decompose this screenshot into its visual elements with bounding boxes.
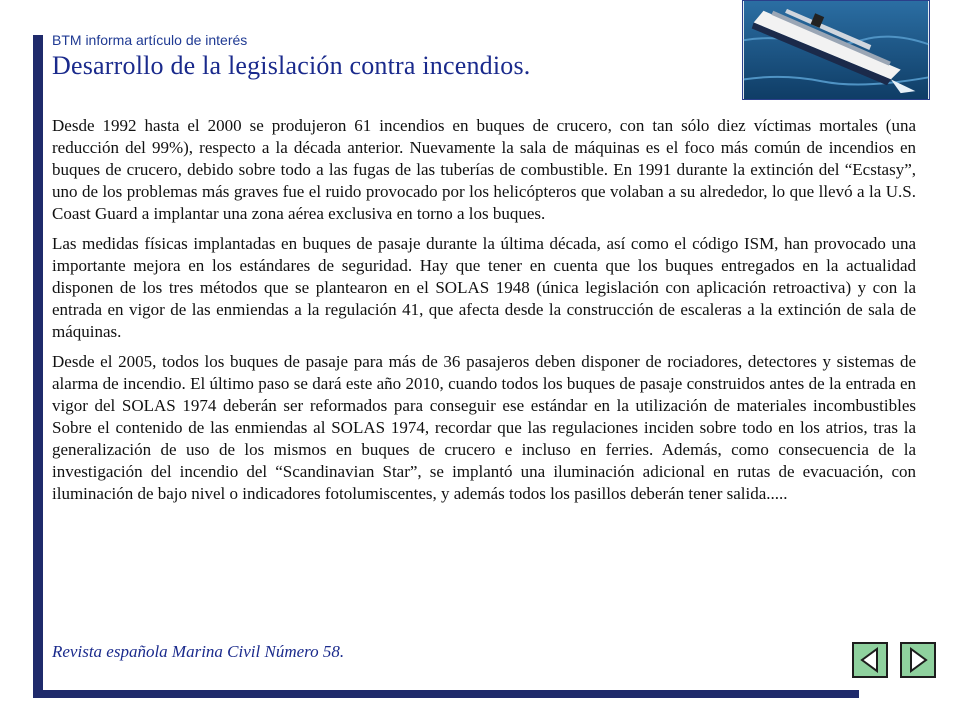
source-citation: Revista española Marina Civil Número 58. <box>52 642 345 661</box>
bottom-frame-bar <box>33 690 859 698</box>
triangle-right-icon <box>902 644 934 676</box>
next-slide-button[interactable] <box>900 642 936 678</box>
left-frame-bar <box>33 35 43 696</box>
paragraph-3: Desde el 2005, todos los buques de pasaje para más de 36 pasajeros deben disponer de rociadores, detectores y sistemas de alarma de incendio. El último paso se dará este año 2010, cuando todos los buques de pasaje construidos antes de la entrada en vigor del SOLAS 1974 deberán ser reformados para conseguir ese estándar en la utilización de materiales incombustibles Sobre el contenido de las enmiendas al SOLAS 1974, recordar que las regulaciones inciden sobre todo en los atrios, tras la generalización de uso de los mismos en buques de crucero e incluso en ferries. Además, como consecuencia de la investigación del incendio del “Scandinavian Star”, se implantó una iluminación adicional en rutas de evacuación, con iluminación de bajo nivel o indicadores fotolumiscentes, y además todos los pasillos deberán tener salida..... <box>52 352 916 503</box>
paragraph-2: Las medidas físicas implantadas en buques de pasaje durante la última década, así como el código ISM, han provocado una importante mejora en los estándares de seguridad. Hay que tener en cuenta que los buques entregados en la actualidad disponen de los tres métodos que se plantearon en el SOLAS 1948 (única legislación con aplicación retroactiva) y con la entrada en vigor de las enmiendas a la regulación 41, que afecta desde la construcción de escaleras a la extinción de sala de máquinas. <box>52 234 916 341</box>
cruise-ship-photo <box>742 0 930 100</box>
triangle-left-icon <box>854 644 886 676</box>
cruise-ship-illustration <box>743 1 929 99</box>
kicker-text: BTM informa artículo de interés <box>52 32 248 48</box>
article-body <box>52 115 916 513</box>
page-title: Desarrollo de la legislación contra incendios. <box>52 51 531 80</box>
previous-slide-button[interactable] <box>852 642 888 678</box>
paragraph-1: Desde 1992 hasta el 2000 se produjeron 61 incendios en buques de crucero, con tan sólo diez víctimas mortales (una reducción del 99%), respecto a la década anterior. Nuevamente la sala de máquinas es el foco más común de incendios en buques de crucero, debido sobre todo a las fugas de las tuberías de combustible. En 1991 durante la extinción del “Ecstasy”, uno de los problemas más graves fue el ruido provocado por los helicópteros que volaban a su alrededor, lo que llevó a la U.S. Coast Guard a implantar una zona aérea exclusiva en torno a los buques. <box>52 116 916 223</box>
